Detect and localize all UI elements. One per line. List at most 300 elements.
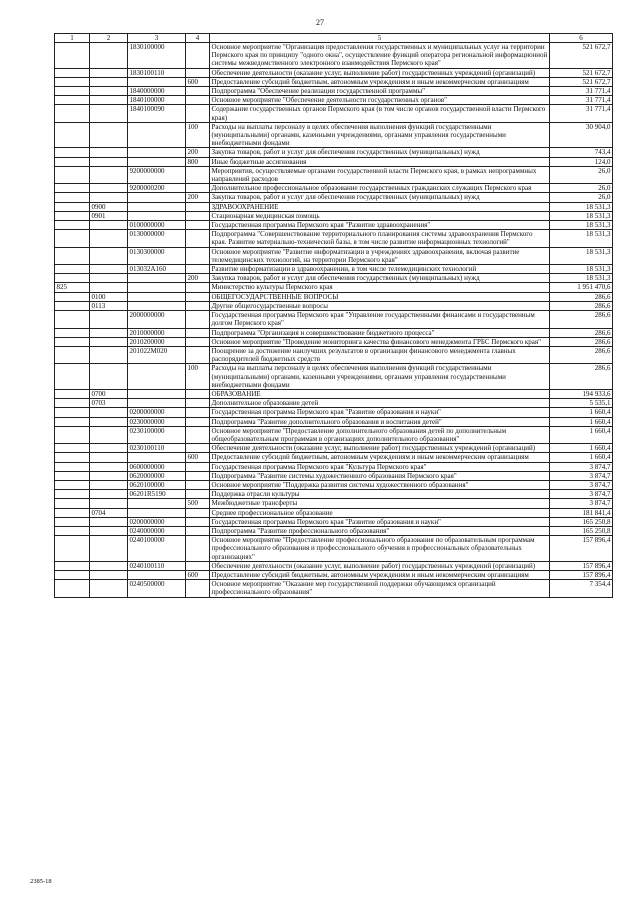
cell-description: Обеспечение деятельности (оказание услуг, выполнение работ) государственных учреждений (организаций) <box>210 561 550 570</box>
cell-description: Закупка товаров, работ и услуг для обеспечения государственных (муниципальных) нужд <box>210 274 550 283</box>
cell-expense-type <box>186 580 210 597</box>
cell-amount: 18 531,3 <box>550 274 613 283</box>
cell-section-code <box>90 490 128 499</box>
cell-ministry-code <box>55 328 90 337</box>
cell-target-article: 06201R5190 <box>128 490 186 499</box>
cell-amount: 3 874,7 <box>550 471 613 480</box>
table-row <box>55 166 613 183</box>
cell-target-article <box>128 292 186 301</box>
table-row <box>55 346 613 363</box>
cell-section-code <box>90 462 128 471</box>
cell-ministry-code <box>55 346 90 363</box>
col-header-3: 3 <box>128 34 186 43</box>
cell-ministry-code <box>55 211 90 220</box>
cell-section-code <box>90 87 128 96</box>
cell-target-article: 201022М020 <box>128 346 186 363</box>
cell-section-code <box>90 561 128 570</box>
col-header-6: 6 <box>550 34 613 43</box>
cell-section-code <box>90 96 128 105</box>
cell-description: Основное мероприятие "Предоставление дополнительного образования детей по дополнительным общеобразовательным программам в организациях дополнительного образования" <box>210 426 550 443</box>
cell-description: Стационарная медицинская помощь <box>210 211 550 220</box>
cell-ministry-code <box>55 221 90 230</box>
cell-ministry-code <box>55 265 90 274</box>
cell-section-code: 0113 <box>90 301 128 310</box>
table-row <box>55 96 613 105</box>
cell-description: Среднее профессиональное образование <box>210 508 550 517</box>
cell-description: Основное мероприятие "Оказание мер государственной поддержки обучающимся организаций профессионального образования" <box>210 580 550 597</box>
table-row <box>55 364 613 390</box>
cell-description: Дополнительное образование детей <box>210 399 550 408</box>
cell-amount: 3 874,7 <box>550 462 613 471</box>
table-row <box>55 265 613 274</box>
page-number: 27 <box>316 18 324 27</box>
cell-section-code <box>90 499 128 508</box>
cell-amount: 165 250,8 <box>550 517 613 526</box>
cell-section-code: 0700 <box>90 389 128 398</box>
cell-section-code <box>90 68 128 77</box>
cell-ministry-code <box>55 77 90 86</box>
table-row <box>55 444 613 453</box>
cell-section-code: 0704 <box>90 508 128 517</box>
table-header-row <box>55 34 613 43</box>
cell-description: Государственная программа Пермского края "Управление государственными финансами и государственным долгом Пермского края" <box>210 311 550 328</box>
table-row <box>55 580 613 597</box>
cell-section-code <box>90 148 128 157</box>
cell-amount: 194 933,6 <box>550 389 613 398</box>
cell-target-article: 0240100000 <box>128 536 186 562</box>
cell-section-code <box>90 444 128 453</box>
cell-ministry-code <box>55 444 90 453</box>
cell-section-code <box>90 247 128 264</box>
cell-section-code: 0100 <box>90 292 128 301</box>
cell-description: Подпрограмма "Совершенствование территориального планирования системы здравоохранения Пермского края. Развитие материально-технической базы, в том числе развитие информационных технологий" <box>210 230 550 247</box>
cell-amount: 286,6 <box>550 292 613 301</box>
cell-description: Основное мероприятие "Поддержка развития системы художественного образования" <box>210 480 550 489</box>
cell-description: Государственная программа Пермского края "Развитие здравоохранения" <box>210 221 550 230</box>
cell-expense-type <box>186 301 210 310</box>
cell-target-article: 1840000000 <box>128 87 186 96</box>
cell-amount: 1 660,4 <box>550 426 613 443</box>
cell-expense-type <box>186 389 210 398</box>
cell-ministry-code <box>55 301 90 310</box>
cell-amount: 18 531,3 <box>550 230 613 247</box>
cell-amount: 521 672,7 <box>550 68 613 77</box>
cell-target-article: 0620100000 <box>128 480 186 489</box>
cell-target-article <box>128 77 186 86</box>
cell-target-article: 0240500000 <box>128 580 186 597</box>
cell-amount: 26,0 <box>550 193 613 202</box>
cell-expense-type <box>186 561 210 570</box>
col-header-2: 2 <box>90 34 128 43</box>
cell-ministry-code <box>55 389 90 398</box>
table-row <box>55 311 613 328</box>
cell-ministry-code <box>55 570 90 579</box>
cell-target-article <box>128 364 186 390</box>
cell-expense-type: 100 <box>186 122 210 148</box>
table-row <box>55 462 613 471</box>
cell-expense-type: 100 <box>186 364 210 390</box>
cell-description: Дополнительное профессиональное образование государственных гражданских служащих Пермского края <box>210 184 550 193</box>
cell-section-code <box>90 166 128 183</box>
cell-description: ОБЩЕГОСУДАРСТВЕННЫЕ ВОПРОСЫ <box>210 292 550 301</box>
cell-description: Развитие информатизации в здравоохранении, в том числе телемедицинских технологий <box>210 265 550 274</box>
cell-target-article: 1830100110 <box>128 68 186 77</box>
cell-description: Государственная программа Пермского края "Развитие образования и науки" <box>210 517 550 526</box>
table-row <box>55 202 613 211</box>
cell-section-code <box>90 311 128 328</box>
cell-amount: 286,6 <box>550 364 613 390</box>
cell-section-code <box>90 346 128 363</box>
table-row <box>55 230 613 247</box>
cell-target-article <box>128 570 186 579</box>
cell-ministry-code <box>55 122 90 148</box>
cell-amount: 1 951 470,6 <box>550 283 613 292</box>
cell-ministry-code <box>55 96 90 105</box>
cell-expense-type <box>186 399 210 408</box>
cell-target-article: 0240000000 <box>128 526 186 535</box>
cell-ministry-code <box>55 157 90 166</box>
cell-section-code: 0901 <box>90 211 128 220</box>
cell-description: ОБРАЗОВАНИЕ <box>210 389 550 398</box>
table-row <box>55 148 613 157</box>
cell-section-code <box>90 265 128 274</box>
table-row <box>55 480 613 489</box>
cell-expense-type <box>186 526 210 535</box>
cell-target-article <box>128 211 186 220</box>
cell-expense-type <box>186 96 210 105</box>
table-row <box>55 87 613 96</box>
table-row <box>55 68 613 77</box>
cell-expense-type <box>186 536 210 562</box>
cell-description: Министерство культуры Пермского края <box>210 283 550 292</box>
cell-amount: 18 531,3 <box>550 265 613 274</box>
cell-expense-type: 600 <box>186 453 210 462</box>
cell-section-code <box>90 580 128 597</box>
cell-target-article: 9200000200 <box>128 184 186 193</box>
cell-ministry-code <box>55 202 90 211</box>
cell-ministry-code <box>55 43 90 69</box>
cell-description: Основное мероприятие "Предоставление профессионального образования по образовательным программам профессионального образования и профессионального обучения в профессиональных образовательных организациях" <box>210 536 550 562</box>
cell-section-code <box>90 517 128 526</box>
table-row <box>55 328 613 337</box>
cell-section-code <box>90 536 128 562</box>
cell-target-article: 0600000000 <box>128 462 186 471</box>
table-row <box>55 193 613 202</box>
cell-section-code <box>90 480 128 489</box>
cell-description: Содержание государственных органов Пермского края (в том числе органов государственной власти Пермского края) <box>210 105 550 122</box>
cell-expense-type <box>186 221 210 230</box>
cell-amount: 181 841,4 <box>550 508 613 517</box>
cell-expense-type <box>186 211 210 220</box>
cell-ministry-code <box>55 526 90 535</box>
cell-expense-type <box>186 247 210 264</box>
cell-expense-type <box>186 426 210 443</box>
cell-expense-type <box>186 43 210 69</box>
cell-expense-type <box>186 311 210 328</box>
cell-ministry-code <box>55 148 90 157</box>
cell-section-code <box>90 274 128 283</box>
cell-expense-type <box>186 337 210 346</box>
table-row <box>55 211 613 220</box>
table-row <box>55 43 613 69</box>
cell-target-article: 2010000000 <box>128 328 186 337</box>
cell-section-code: 0900 <box>90 202 128 211</box>
cell-amount: 3 874,7 <box>550 480 613 489</box>
table-row <box>55 490 613 499</box>
cell-expense-type <box>186 444 210 453</box>
cell-ministry-code <box>55 471 90 480</box>
cell-amount: 18 531,3 <box>550 221 613 230</box>
cell-amount: 165 250,8 <box>550 526 613 535</box>
cell-ministry-code: 825 <box>55 283 90 292</box>
cell-section-code <box>90 221 128 230</box>
table-row <box>55 417 613 426</box>
cell-expense-type <box>186 490 210 499</box>
cell-ministry-code <box>55 453 90 462</box>
cell-ministry-code <box>55 480 90 489</box>
cell-amount: 5 535,1 <box>550 399 613 408</box>
budget-table <box>54 33 613 598</box>
cell-target-article: 0130000000 <box>128 230 186 247</box>
table-row <box>55 247 613 264</box>
cell-expense-type <box>186 166 210 183</box>
cell-expense-type <box>186 471 210 480</box>
cell-amount: 31 771,4 <box>550 87 613 96</box>
cell-amount: 124,0 <box>550 157 613 166</box>
cell-target-article: 0130300000 <box>128 247 186 264</box>
cell-expense-type <box>186 202 210 211</box>
cell-description: Основное мероприятие "Проведение мониторинга качества финансового менеджмента ГРБС Пермского края" <box>210 337 550 346</box>
cell-ministry-code <box>55 408 90 417</box>
cell-expense-type: 600 <box>186 77 210 86</box>
table-row <box>55 471 613 480</box>
table-row <box>55 499 613 508</box>
cell-ministry-code <box>55 580 90 597</box>
cell-ministry-code <box>55 490 90 499</box>
cell-expense-type <box>186 517 210 526</box>
cell-description: Поддержка отрасли культуры <box>210 490 550 499</box>
cell-amount: 30 904,0 <box>550 122 613 148</box>
cell-expense-type: 800 <box>186 157 210 166</box>
col-header-4: 4 <box>186 34 210 43</box>
cell-ministry-code <box>55 462 90 471</box>
table-row <box>55 561 613 570</box>
cell-ministry-code <box>55 337 90 346</box>
cell-target-article: 0230100000 <box>128 426 186 443</box>
cell-ministry-code <box>55 499 90 508</box>
cell-description: Предоставление субсидий бюджетным, автономным учреждениям и иным некоммерческим организациям <box>210 570 550 579</box>
cell-amount: 521 672,7 <box>550 77 613 86</box>
cell-amount: 286,6 <box>550 301 613 310</box>
table-row <box>55 517 613 526</box>
table-row <box>55 301 613 310</box>
table-row <box>55 508 613 517</box>
cell-section-code <box>90 157 128 166</box>
cell-target-article <box>128 157 186 166</box>
cell-expense-type <box>186 408 210 417</box>
cell-target-article <box>128 508 186 517</box>
cell-description: Другие общегосударственные вопросы <box>210 301 550 310</box>
cell-expense-type <box>186 462 210 471</box>
cell-description: Закупка товаров, работ и услуг для обеспечения государственных (муниципальных) нужд <box>210 193 550 202</box>
cell-expense-type <box>186 283 210 292</box>
cell-description: Государственная программа Пермского края "Культура Пермского края" <box>210 462 550 471</box>
cell-amount: 18 531,3 <box>550 247 613 264</box>
cell-description: Государственная программа Пермского края "Развитие образования и науки" <box>210 408 550 417</box>
table-row <box>55 292 613 301</box>
cell-target-article: 1830100000 <box>128 43 186 69</box>
table-row <box>55 77 613 86</box>
cell-description: Подпрограмма "Развитие дополнительного образования и воспитания детей" <box>210 417 550 426</box>
cell-amount: 157 896,4 <box>550 570 613 579</box>
cell-target-article <box>128 122 186 148</box>
cell-description: Предоставление субсидий бюджетным, автономным учреждениям и иным некоммерческим организациям <box>210 77 550 86</box>
cell-expense-type <box>186 328 210 337</box>
table-row <box>55 426 613 443</box>
cell-expense-type <box>186 105 210 122</box>
cell-section-code <box>90 471 128 480</box>
cell-section-code <box>90 283 128 292</box>
cell-amount: 31 771,4 <box>550 96 613 105</box>
cell-amount: 7 354,4 <box>550 580 613 597</box>
cell-expense-type <box>186 508 210 517</box>
cell-ministry-code <box>55 68 90 77</box>
cell-amount: 1 660,4 <box>550 408 613 417</box>
cell-description: Иные бюджетные ассигнования <box>210 157 550 166</box>
table-body <box>55 43 613 598</box>
cell-target-article <box>128 202 186 211</box>
cell-description: Обеспечение деятельности (оказание услуг, выполнение работ) государственных учреждений (организаций) <box>210 444 550 453</box>
cell-ministry-code <box>55 364 90 390</box>
cell-description: Межбюджетные трансферты <box>210 499 550 508</box>
footer-code: 2385-18 <box>30 878 52 885</box>
cell-ministry-code <box>55 311 90 328</box>
table-row <box>55 399 613 408</box>
cell-section-code <box>90 570 128 579</box>
table-row <box>55 536 613 562</box>
col-header-5: 5 <box>210 34 550 43</box>
cell-target-article: 0620000000 <box>128 471 186 480</box>
cell-ministry-code <box>55 426 90 443</box>
cell-expense-type <box>186 230 210 247</box>
cell-description: Предоставление субсидий бюджетным, автономным учреждениям и иным некоммерческим организациям <box>210 453 550 462</box>
cell-target-article: 0100000000 <box>128 221 186 230</box>
cell-target-article <box>128 301 186 310</box>
cell-section-code <box>90 122 128 148</box>
table-row <box>55 221 613 230</box>
cell-section-code <box>90 43 128 69</box>
table-row <box>55 105 613 122</box>
cell-expense-type <box>186 417 210 426</box>
cell-ministry-code <box>55 399 90 408</box>
cell-expense-type: 600 <box>186 570 210 579</box>
cell-ministry-code <box>55 292 90 301</box>
cell-description: Расходы на выплаты персоналу в целях обеспечения выполнения функций государственными (муниципальными) органами, казенными учреждениями, органами управления государственными внебюджетными фондами <box>210 364 550 390</box>
cell-ministry-code <box>55 87 90 96</box>
cell-section-code <box>90 426 128 443</box>
cell-amount: 3 874,7 <box>550 499 613 508</box>
table-row <box>55 389 613 398</box>
cell-amount: 1 660,4 <box>550 444 613 453</box>
cell-ministry-code <box>55 247 90 264</box>
cell-target-article <box>128 499 186 508</box>
table-row <box>55 453 613 462</box>
cell-target-article: 1840100000 <box>128 96 186 105</box>
table-row <box>55 337 613 346</box>
cell-amount: 1 660,4 <box>550 453 613 462</box>
cell-target-article: 0240100110 <box>128 561 186 570</box>
cell-target-article <box>128 193 186 202</box>
cell-expense-type: 200 <box>186 274 210 283</box>
cell-description: Основное мероприятие "Обеспечение деятельности государственных органов" <box>210 96 550 105</box>
cell-amount: 18 531,3 <box>550 202 613 211</box>
cell-section-code <box>90 337 128 346</box>
cell-section-code <box>90 230 128 247</box>
cell-description: Поощрение за достижение наилучших результатов в организации финансового менеджмента главных распорядителей бюджетных средств <box>210 346 550 363</box>
cell-target-article: 0200000000 <box>128 408 186 417</box>
cell-target-article <box>128 399 186 408</box>
table-row <box>55 274 613 283</box>
cell-amount: 286,6 <box>550 337 613 346</box>
cell-ministry-code <box>55 193 90 202</box>
cell-section-code <box>90 364 128 390</box>
cell-description: Мероприятия, осуществляемые органами государственной власти Пермского края, в рамках непрограммных направлений расходов <box>210 166 550 183</box>
cell-ministry-code <box>55 508 90 517</box>
cell-expense-type: 200 <box>186 193 210 202</box>
cell-section-code <box>90 184 128 193</box>
cell-ministry-code <box>55 536 90 562</box>
cell-section-code <box>90 453 128 462</box>
cell-expense-type: 500 <box>186 499 210 508</box>
table-row <box>55 526 613 535</box>
cell-description: Обеспечение деятельности (оказание услуг, выполнение работ) государственных учреждений (организаций) <box>210 68 550 77</box>
cell-description: Подпрограмма "Обеспечение реализации государственной программы" <box>210 87 550 96</box>
table-row <box>55 184 613 193</box>
cell-target-article: 013032А160 <box>128 265 186 274</box>
cell-target-article: 0200000000 <box>128 517 186 526</box>
table-row <box>55 122 613 148</box>
cell-description: Основное мероприятие "Организация предоставления государственных и муниципальных услуг на территории Пермского края по принципу "одного окна", осуществление функций оператора региональной информационной системы межведомственного электронного взаимодействия Пермского края" <box>210 43 550 69</box>
cell-expense-type <box>186 292 210 301</box>
cell-amount: 286,6 <box>550 311 613 328</box>
cell-section-code <box>90 328 128 337</box>
cell-target-article: 2000000000 <box>128 311 186 328</box>
cell-amount: 1 660,4 <box>550 417 613 426</box>
cell-section-code <box>90 105 128 122</box>
cell-amount: 521 672,7 <box>550 43 613 69</box>
cell-ministry-code <box>55 417 90 426</box>
cell-amount: 157 896,4 <box>550 561 613 570</box>
cell-amount: 3 874,7 <box>550 490 613 499</box>
cell-target-article <box>128 274 186 283</box>
cell-description: Основное мероприятие "Развитие информатизации в учреждениях здравоохранения, включая развитие телемедицинских технологий, на территории Пермского края" <box>210 247 550 264</box>
cell-amount: 743,4 <box>550 148 613 157</box>
cell-target-article: 1840100090 <box>128 105 186 122</box>
table-row <box>55 157 613 166</box>
cell-target-article <box>128 389 186 398</box>
cell-expense-type <box>186 68 210 77</box>
cell-target-article: 9200000000 <box>128 166 186 183</box>
cell-expense-type <box>186 184 210 193</box>
cell-ministry-code <box>55 105 90 122</box>
cell-amount: 31 771,4 <box>550 105 613 122</box>
cell-target-article: 0230000000 <box>128 417 186 426</box>
cell-description: Подпрограмма "Организация и совершенствование бюджетного процесса" <box>210 328 550 337</box>
cell-section-code <box>90 193 128 202</box>
cell-ministry-code <box>55 230 90 247</box>
cell-target-article <box>128 453 186 462</box>
cell-ministry-code <box>55 274 90 283</box>
